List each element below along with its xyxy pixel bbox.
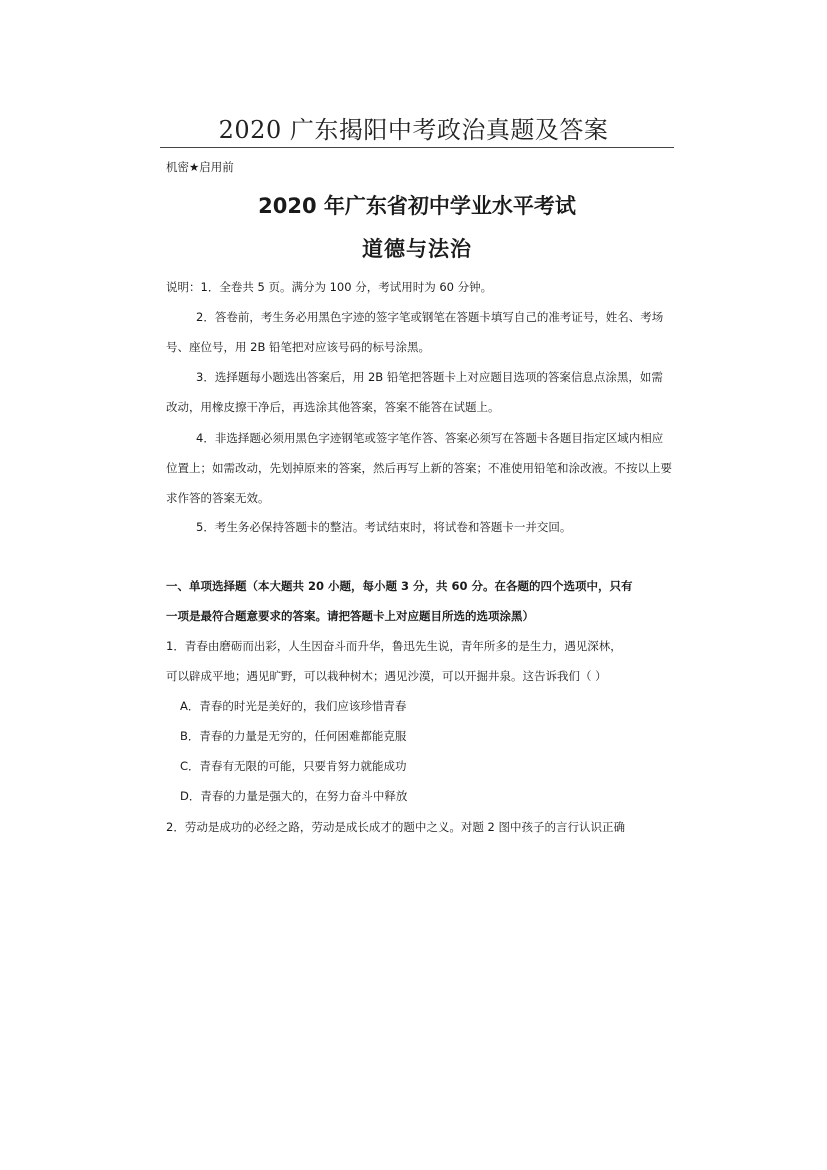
option-c: C．青春有无限的可能，只要肯努力就能成功 bbox=[180, 759, 407, 773]
instruction-line: 4．非选择题必须用黑色字迹钢笔或签字笔作答、答案必须写在答题卡各题目指定区域内相应 bbox=[196, 431, 664, 445]
exam-title: 2020 年广东省初中学业水平考试 bbox=[258, 194, 576, 218]
instruction-line: 说明：1．全卷共 5 页。满分为 100 分，考试用时为 60 分钟。 bbox=[166, 280, 493, 294]
instruction-line: 求作答的答案无效。 bbox=[166, 491, 270, 505]
section-heading: 一、单项选择题（本大题共 20 小题，每小题 3 分，共 60 分。在各题的四个选项中，只有 bbox=[166, 579, 633, 593]
option-d: D．青春的力量是强大的，在努力奋斗中释放 bbox=[180, 789, 408, 803]
document-title: 2020 广东揭阳中考政治真题及答案 bbox=[218, 116, 609, 144]
confidential-mark: 机密★启用前 bbox=[166, 160, 234, 174]
title-divider bbox=[160, 147, 674, 148]
scanned-exam-page bbox=[160, 150, 674, 850]
instruction-line: 5．考生务必保持答题卡的整洁。考试结束时，将试卷和答题卡一并交回。 bbox=[196, 520, 572, 534]
question-2-stem: 2．劳动是成功的必经之路，劳动是成长成才的题中之义。对题 2 图中孩子的言行认识正确 bbox=[166, 820, 625, 834]
option-b: B．青春的力量是无穷的，任何困难都能克服 bbox=[180, 729, 407, 743]
instruction-line: 号、座位号，用 2B 铅笔把对应该号码的标号涂黑。 bbox=[166, 340, 431, 354]
question-1-stem: 可以辟成平地；遇见旷野，可以栽种树木；遇见沙漠，可以开掘井泉。这告诉我们（ ） bbox=[166, 669, 607, 683]
option-a: A．青春的时光是美好的，我们应该珍惜青春 bbox=[180, 699, 407, 713]
section-heading: 一项是最符合题意要求的答案。请把答题卡上对应题目所选的选项涂黑） bbox=[166, 609, 534, 623]
instruction-line: 位置上；如需改动，先划掉原来的答案，然后再写上新的答案；不准使用铅笔和涂改液。不按以上要 bbox=[166, 461, 672, 475]
instruction-line: 改动，用橡皮擦干净后，再选涂其他答案，答案不能答在试题上。 bbox=[166, 400, 500, 414]
question-1-stem: 1．青春由磨砺而出彩，人生因奋斗而升华，鲁迅先生说，青年所多的是生力，遇见深林， bbox=[166, 639, 622, 653]
subject-title: 道德与法治 bbox=[362, 237, 472, 261]
instruction-line: 3．选择题每小题选出答案后，用 2B 铅笔把答题卡上对应题目选项的答案信息点涂黑，如需 bbox=[196, 370, 663, 384]
instruction-line: 2．答卷前，考生务必用黑色字迹的签字笔或钢笔在答题卡填写自己的准考证号，姓名、考场 bbox=[196, 310, 664, 324]
